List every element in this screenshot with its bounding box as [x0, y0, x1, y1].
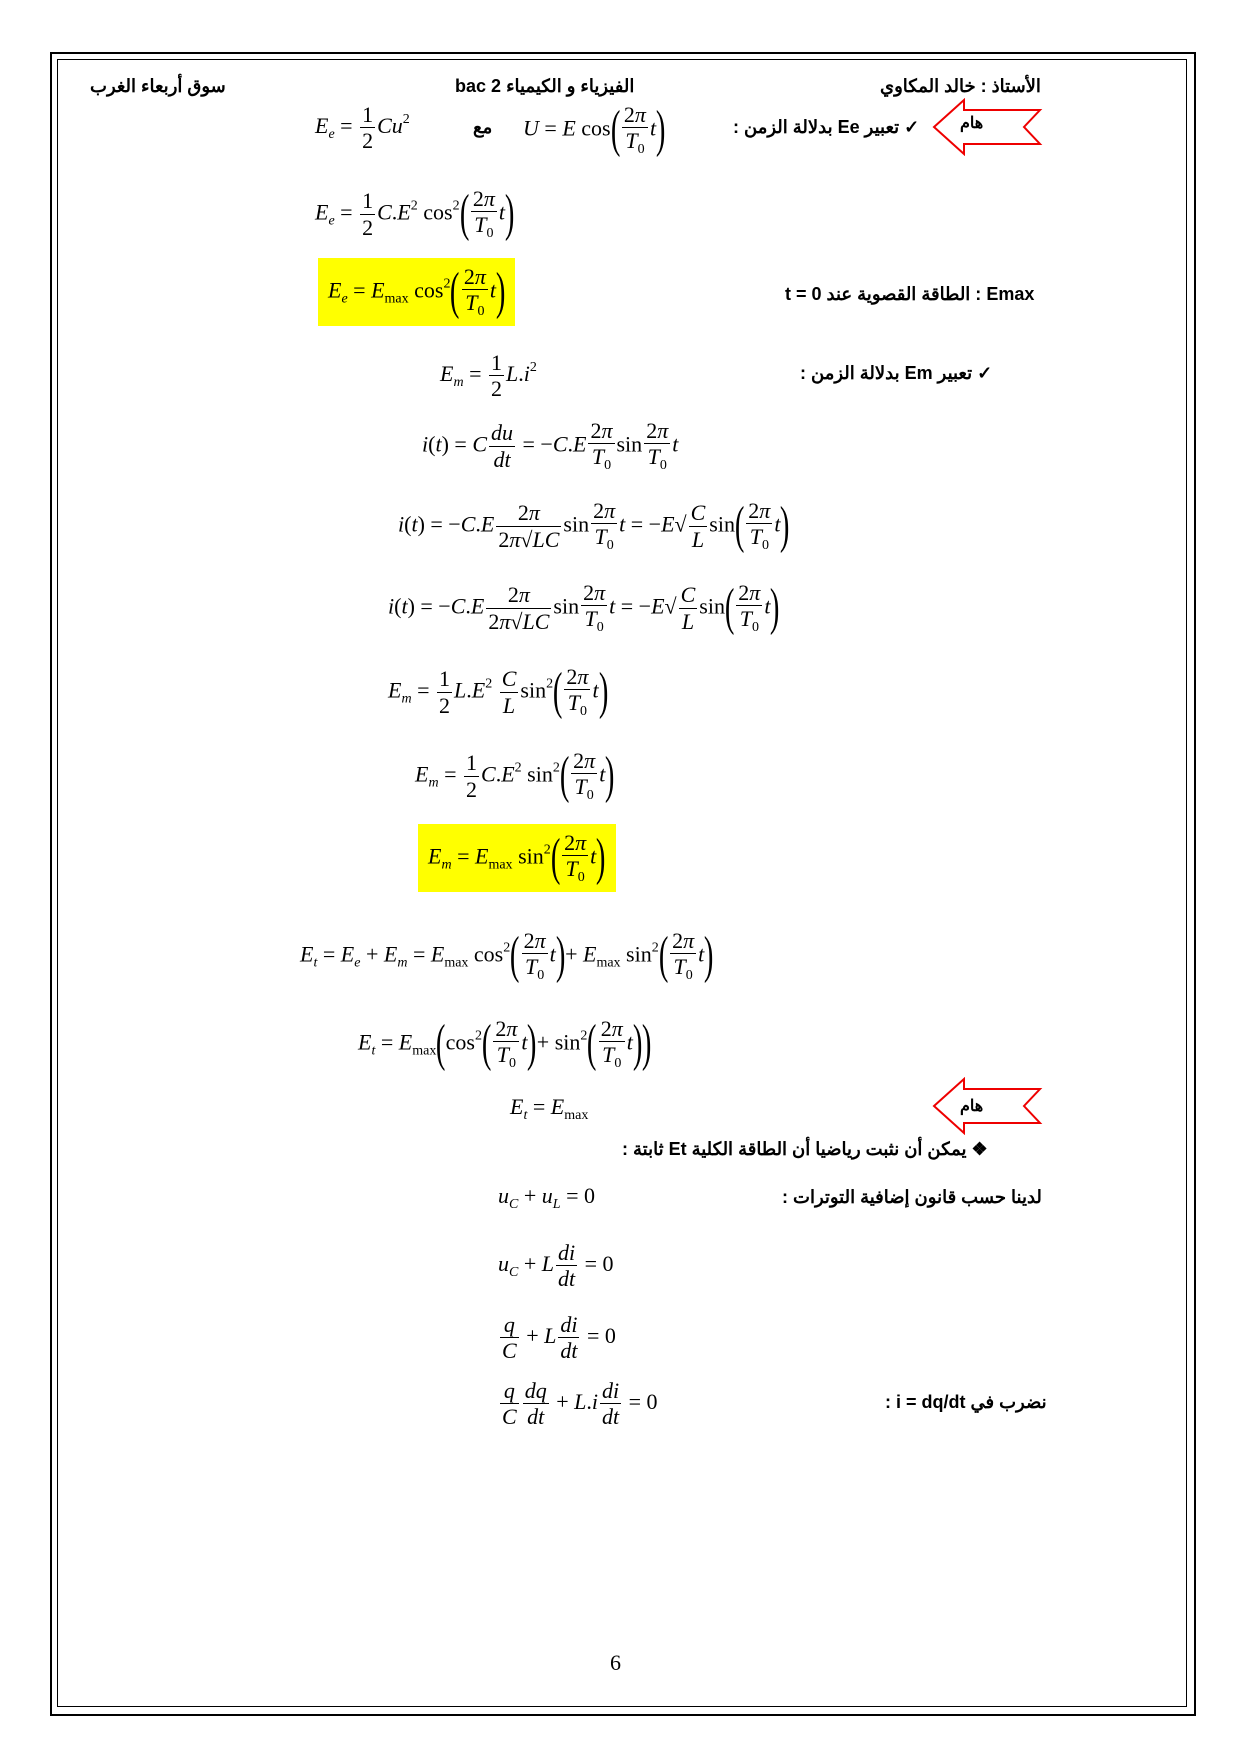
label-tension-law: لدينا حسب قانون إضافية التوترات : — [782, 1187, 1042, 1207]
important-badge: هام — [960, 115, 984, 132]
eq-ee-cu2: $E_e$ = $\frac{1}{2}$ Cu$^2$ — [315, 102, 410, 154]
eq-u-cos: U = E cos( $\frac{2\pi}{T_0}$ t) — [523, 101, 666, 159]
eq-qc-dq-lidi: $\frac{q}{C}$ $\frac{dq}{dt}$ + L.i $\frac{di}{dt}$ = 0 — [502, 1378, 658, 1430]
important-badge-2: هام — [960, 1098, 984, 1115]
page-border-inner — [57, 59, 1187, 1707]
eq-uc-ul: $u_C + u_L = 0$ — [498, 1183, 595, 1212]
eq-em-ce2: $E_m$ = $\frac{1}{2}$ $C.E^2$ $\sin^2$( $\frac{2\pi}{T_0}$ t) — [415, 747, 615, 805]
label-prove-const: ❖ يمكن أن نثبت رياضيا أن الطاقة الكلية Et ثابتة : — [622, 1139, 988, 1159]
eq-em-emax-highlight: $E_m = E_{max}$ $\sin^2$( $\frac{2\pi}{T_0}$ t) — [418, 824, 616, 892]
header-place: سوق أربعاء الغرب — [90, 76, 226, 96]
eq-qc-ldi: $\frac{q}{C}$ + L $\frac{di}{dt}$ = 0 — [502, 1312, 616, 1364]
label-ee-time: ✓ تعبير Ee بدلالة الزمن : — [733, 117, 920, 137]
eq-i-sqrt-2: i(t) = −C.E $\frac{2\pi}{2\pi√LC}$ sin $\frac{2\pi}{T_0}$ t = −E√ $\frac{C}{L}$ sin( $\frac{2\pi}{T_0}$ t) — [388, 579, 780, 637]
label-with: مع — [473, 117, 493, 137]
eq-et-sum: $E_t = E_e + E_m = E_{max}$ $\cos^2$( $\frac{2\pi}{T_0}$ $t)+ E_{max}$ $\sin^2$( $\frac{2\pi}{T_0}$ t) — [300, 927, 714, 985]
eq-ee-emax-highlight: $E_e = E_{max}$ $\cos^2$( $\frac{2\pi}{T_0}$ t) — [318, 258, 515, 326]
eq-uc-ldi: $u_C + L$ $\frac{di}{dt}$ = 0 — [498, 1240, 614, 1292]
label-multiply: نضرب في i = dq/dt : — [885, 1392, 1047, 1412]
eq-em-li2: $E_m$ = $\frac{1}{2}$ $L.i^2$ — [440, 350, 537, 402]
eq-et-factor: $E_t = E_{max}(\cos^2$( $\frac{2\pi}{T_0}$ $t)+ \sin^2$( $\frac{2\pi}{T_0}$ t)) — [358, 1015, 652, 1073]
eq-i-sqrt-1: i(t) = −C.E $\frac{2\pi}{2\pi√LC}$ sin $\frac{2\pi}{T_0}$ t = −E√ $\frac{C}{L}$ sin( $\frac{2\pi}{T_0}$ t) — [398, 497, 790, 555]
header-subject: الفيزياء و الكيمياء 2 bac — [455, 76, 635, 96]
eq-et-emax: $E_t = E_{max}$ — [510, 1094, 589, 1123]
page-number: 6 — [610, 1650, 621, 1675]
eq-i-cdu: i(t) = C $\frac{du}{dt}$ = −C.E $\frac{2\pi}{T_0}$ sin $\frac{2\pi}{T_0}$ t — [422, 418, 679, 474]
eq-ee-ce2cos2: $E_e$ = $\frac{1}{2}$ $C.E^2$ $\cos^2$( $\frac{2\pi}{T_0}$ t) — [315, 185, 515, 243]
important-arrow-icon — [932, 98, 1044, 156]
eq-em-le2: $E_m$ = $\frac{1}{2}$ $L.E^2$ $\frac{C}{L}$ $\sin^2$( $\frac{2\pi}{T_0}$ t) — [388, 663, 608, 721]
label-em-time: ✓ تعبير Em بدلالة الزمن : — [800, 363, 993, 383]
label-emax-def: Emax : الطاقة القصوية عند t = 0 — [785, 284, 1035, 304]
important-arrow-icon-2 — [932, 1077, 1044, 1135]
header-teacher: الأستاذ : خالد المكاوي — [880, 76, 1041, 96]
